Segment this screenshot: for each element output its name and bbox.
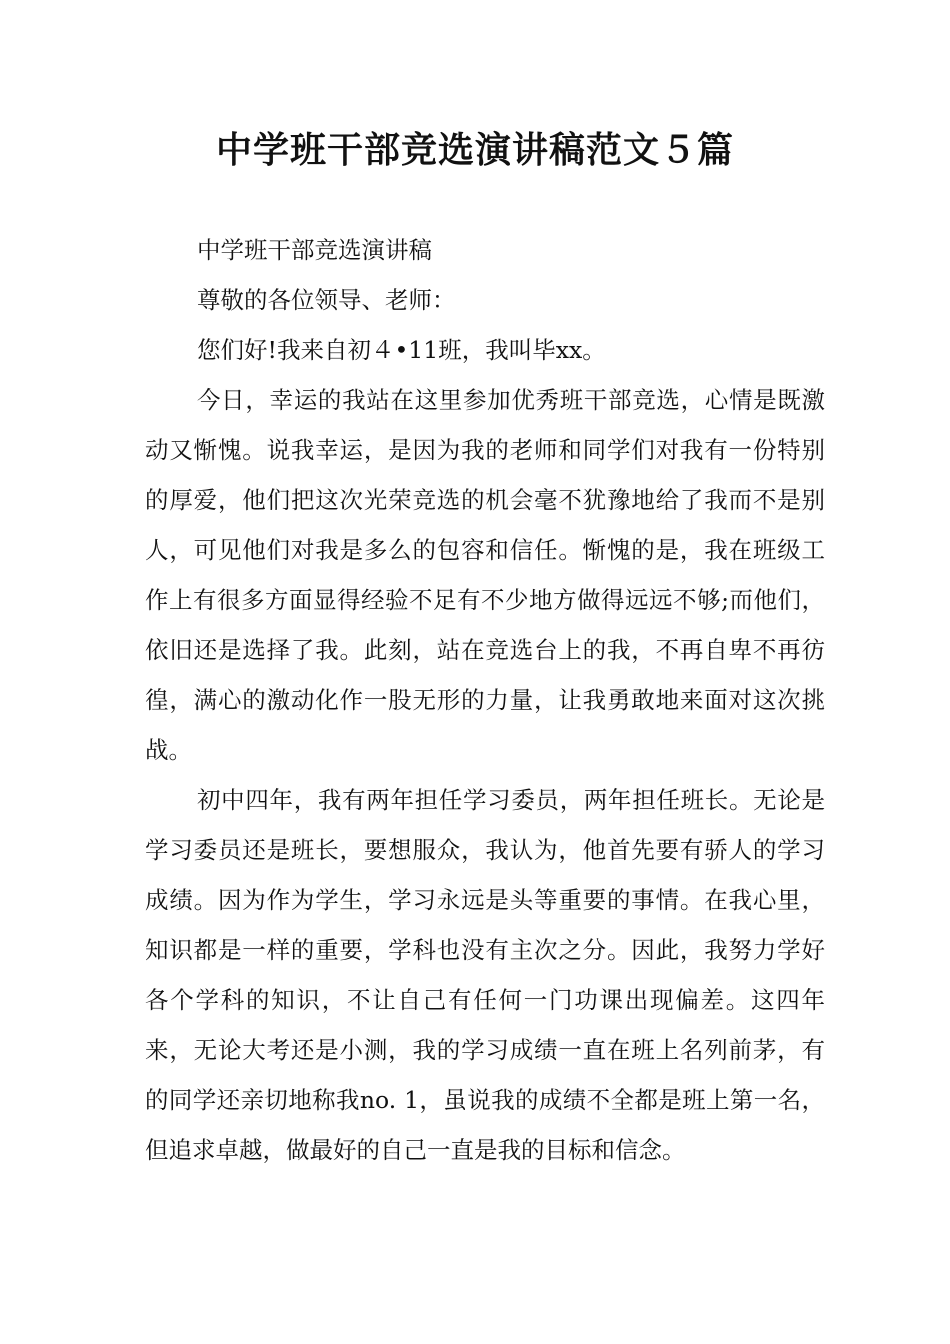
paragraph-heading: 中学班干部竞选演讲稿 [197, 236, 432, 264]
paragraph-greeting: 您们好!我来自初４•11班，我叫毕xx。 [197, 336, 606, 364]
paragraph-salutation: 尊敬的各位领导、老师： [197, 286, 456, 314]
document-body [145, 225, 825, 1175]
paragraph-body-2: 初中四年，我有两年担任学习委员，两年担任班长。无论是学习委员还是班长，要想服众，我认为，他首先要有骄人的学习成绩。因为作为学生，学习永远是头等重要的事情。在我心里，知识都是一样的重要，学科也没有主次之分。因此，我努力学好各个学科的知识，不让自己有任何一门功课出现偏差。这四年来，无论大考还是小测，我的学习成绩一直在班上名列前茅，有的同学还亲切地称我no. 1，虽说我的成绩不全都是班上第一名，但追求卓越，做最好的自己一直是我的目标和信念。 [145, 786, 825, 1164]
paragraph-body-1: 今日，幸运的我站在这里参加优秀班干部竞选，心情是既激动又惭愧。说我幸运，是因为我的老师和同学们对我有一份特别的厚爱，他们把这次光荣竞选的机会毫不犹豫地给了我而不是别人，可见他们对我是多么的包容和信任。惭愧的是，我在班级工作上有很多方面显得经验不足有不少地方做得远远不够;而他们，依旧还是选择了我。此刻，站在竞选台上的我，不再自卑不再彷徨，满心的激动化作一股无形的力量，让我勇敢地来面对这次挑战。 [145, 386, 825, 764]
document-title: 中学班干部竞选演讲稿范文５篇 [215, 130, 734, 171]
